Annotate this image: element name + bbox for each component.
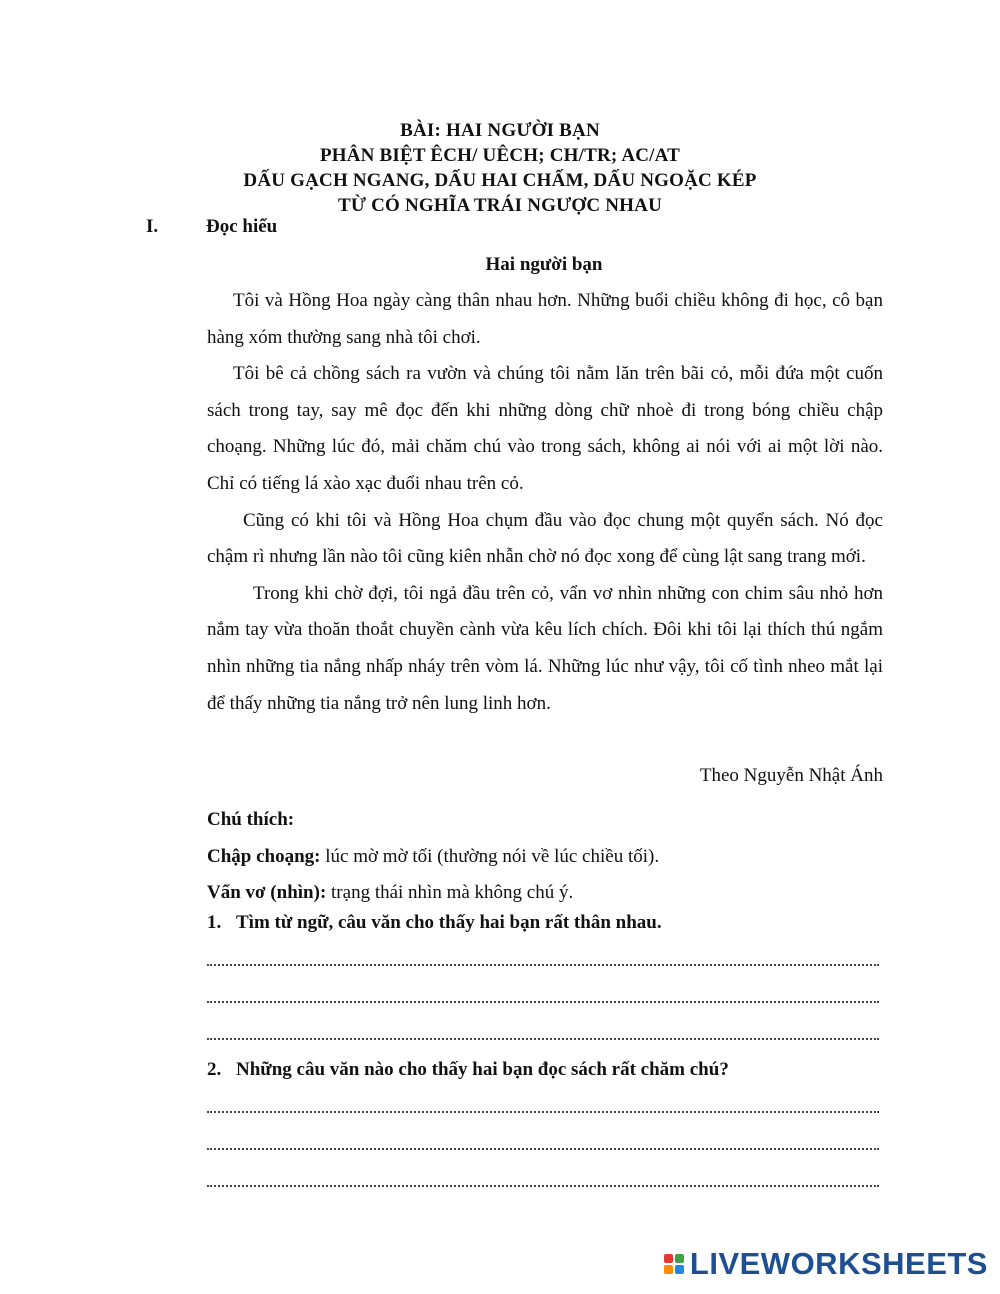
question-text: Tìm từ ngữ, câu văn cho thấy hai bạn rất thân nhau. xyxy=(236,912,662,933)
title-line: TỪ CÓ NGHĨA TRÁI NGƯỢC NHAU xyxy=(337,195,663,216)
note-definition: trạng thái nhìn mà không chú ý. xyxy=(326,882,574,904)
section-title: Đọc hiểu xyxy=(206,216,278,237)
logo-text: LIVEWORKSHEETS xyxy=(689,1246,988,1281)
answer-line[interactable] xyxy=(207,1109,879,1113)
title-line: DẤU GẠCH NGANG, DẤU HAI CHẤM, DẤU NGOẶC KÉP xyxy=(243,170,757,191)
story-source: Theo Nguyễn Nhật Ánh xyxy=(699,765,883,786)
worksheet-title xyxy=(0,118,1000,218)
note-definition: lúc mờ mờ tối (thường nói về lúc chiều tối). xyxy=(320,845,660,867)
logo-square xyxy=(664,1254,673,1263)
story-paragraph: Tôi và Hồng Hoa ngày càng thân nhau hơn. Những buổi chiều không đi học, cô bạn hàng xóm thường sang nhà tôi chơi. xyxy=(207,290,883,348)
story-paragraph: Tôi bê cả chồng sách ra vườn và chúng tôi nằm lăn trên bãi cỏ, mỗi đứa một cuốn sách trong tay, say mê đọc đến khi những dòng chữ nhoè đi trong bóng chiều chập choạng. Những lúc đó, mải chăm chú vào trong sách, không ai nói với ai một lời nào. Chỉ có tiếng lá xào xạc đuổi nhau trên cỏ. xyxy=(207,363,883,494)
logo-square xyxy=(675,1254,684,1263)
answer-line[interactable] xyxy=(207,1146,879,1150)
logo-square xyxy=(664,1265,673,1274)
answer-line[interactable] xyxy=(207,1036,879,1040)
question-number: 1. xyxy=(207,912,222,933)
story-paragraph: Trong khi chờ đợi, tôi ngả đầu trên cỏ, vẩn vơ nhìn những con chim sâu nhỏ hơn nắm tay vừa thoăn thoắt chuyền cành vừa kêu lích chích. Đôi khi tôi lại thích thú ngắm nhìn những tia nắng nhấp nháy trên vòm lá. Những lúc như vậy, tôi cố tình nheo mắt lại để thấy những tia nắng trở nên lung linh hơn. xyxy=(207,582,883,714)
notes-heading: Chú thích: xyxy=(207,809,295,830)
section-number: I. xyxy=(146,216,159,237)
section-heading xyxy=(146,216,277,238)
answer-line[interactable] xyxy=(207,1183,879,1187)
liveworksheets-logo[interactable] xyxy=(664,1246,988,1282)
notes-block xyxy=(207,802,659,912)
title-line: PHÂN BIỆT ÊCH/ UÊCH; CH/TR; AC/AT xyxy=(319,145,681,166)
answer-line[interactable] xyxy=(207,962,879,966)
question-2 xyxy=(207,1059,729,1081)
logo-square xyxy=(675,1265,684,1274)
question-1 xyxy=(207,912,662,934)
logo-icon xyxy=(664,1254,684,1274)
note-term: Chập choạng: xyxy=(207,845,321,867)
story-text xyxy=(207,283,883,722)
title-line: BÀI: HAI NGƯỜI BẠN xyxy=(400,120,600,141)
answer-line[interactable] xyxy=(207,999,879,1003)
note-term: Vẩn vơ (nhìn): xyxy=(207,882,327,904)
story-paragraph: Cũng có khi tôi và Hồng Hoa chụm đầu vào đọc chung một quyển sách. Nó đọc chậm rì nhưng lần nào tôi cũng kiên nhẫn chờ nó đọc xong để cùng lật sang trang mới. xyxy=(207,509,883,568)
story-title: Hai người bạn xyxy=(485,254,603,275)
note-item xyxy=(207,875,659,912)
question-number: 2. xyxy=(207,1059,222,1080)
note-item xyxy=(207,839,659,876)
question-text: Những câu văn nào cho thấy hai bạn đọc sách rất chăm chú? xyxy=(236,1059,729,1080)
